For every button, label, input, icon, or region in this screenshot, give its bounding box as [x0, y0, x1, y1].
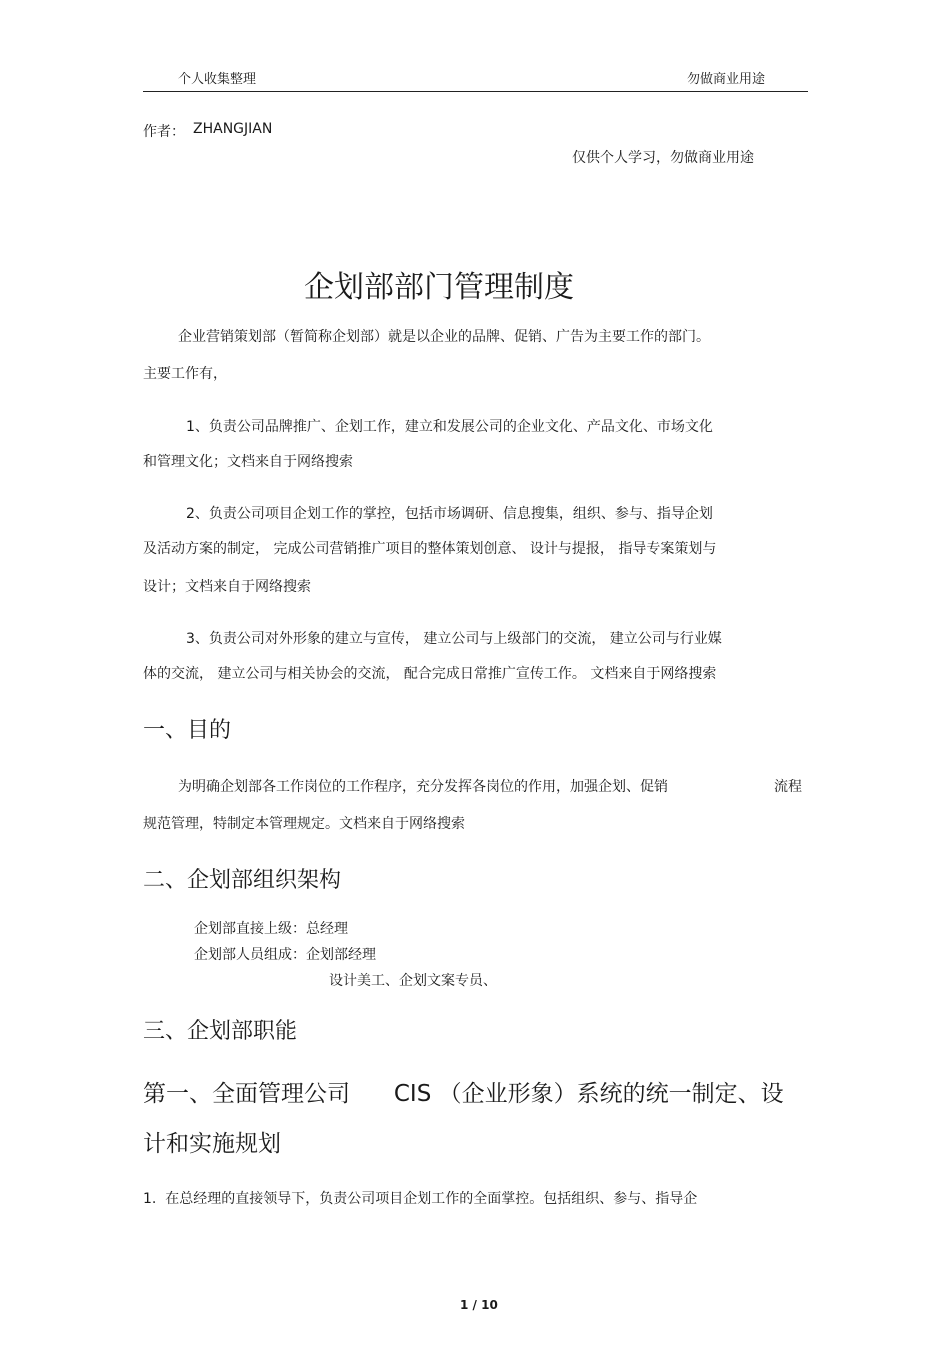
section-2-line-3: 设计美工、企划文案专员、	[329, 973, 497, 989]
header-right-text: 勿做商业用途	[687, 72, 766, 87]
section-3-sub-line-1: 第一、全面管理公司 CIS （企业形象）系统的统一制定、设	[143, 1081, 784, 1107]
section-3-heading: 三、企划部职能	[143, 1019, 298, 1044]
page-number: 1 / 10	[460, 1298, 498, 1312]
author-label: 作者：	[143, 124, 185, 140]
section-1-line-1: 为明确企划部各工作岗位的工作程序，充分发挥各岗位的作用，加强企划、促销	[178, 779, 668, 795]
header-rule	[143, 91, 808, 92]
intro-line-1: 企业营销策划部（暂简称企划部）就是以企业的品牌、促销、广告为主要工作的部门。	[178, 329, 710, 345]
section-3-item-1: 1. 在总经理的直接领导下，负责公司项目企划工作的全面掌控。包括组织、参与、指导企	[143, 1191, 698, 1207]
header-left-text: 个人收集整理	[178, 72, 257, 87]
duty-3-line-1: 3、负责公司对外形象的建立与宣传， 建立公司与上级部门的交流， 建立公司与行业媒	[186, 631, 722, 647]
section-1-line-1-tail: 流程	[774, 779, 802, 795]
duty-1-line-2: 和管理文化；文档来自于网络搜索	[143, 454, 353, 470]
duty-2-line-2: 及活动方案的制定， 完成公司营销推广项目的整体策划创意、 设计与提报， 指导专案策划与	[143, 541, 717, 557]
section-2-line-2: 企划部人员组成：企划部经理	[194, 947, 376, 963]
section-3-sub-line-2: 计和实施规划	[143, 1131, 281, 1157]
notice-text: 仅供个人学习，勿做商业用途	[572, 150, 754, 166]
page-title: 企划部部门管理制度	[304, 270, 574, 305]
section-1-line-2: 规范管理，特制定本管理规定。文档来自于网络搜索	[143, 816, 465, 832]
section-2-line-1: 企划部直接上级：总经理	[194, 921, 348, 937]
author-name: ZHANGJIAN	[193, 121, 273, 137]
duty-2-line-3: 设计；文档来自于网络搜索	[143, 579, 311, 595]
intro-line-2: 主要工作有，	[143, 366, 227, 382]
duty-3-line-2: 体的交流， 建立公司与相关协会的交流， 配合完成日常推广宣传工作。 文档来自于网络搜索	[143, 666, 717, 682]
section-1-heading: 一、目的	[143, 718, 232, 743]
section-2-heading: 二、企划部组织架构	[143, 868, 342, 893]
duty-1-line-1: 1、负责公司品牌推广、企划工作，建立和发展公司的企业文化、产品文化、市场文化	[186, 419, 713, 435]
duty-2-line-1: 2、负责公司项目企划工作的掌控，包括市场调研、信息搜集，组织、参与、指导企划	[186, 506, 713, 522]
